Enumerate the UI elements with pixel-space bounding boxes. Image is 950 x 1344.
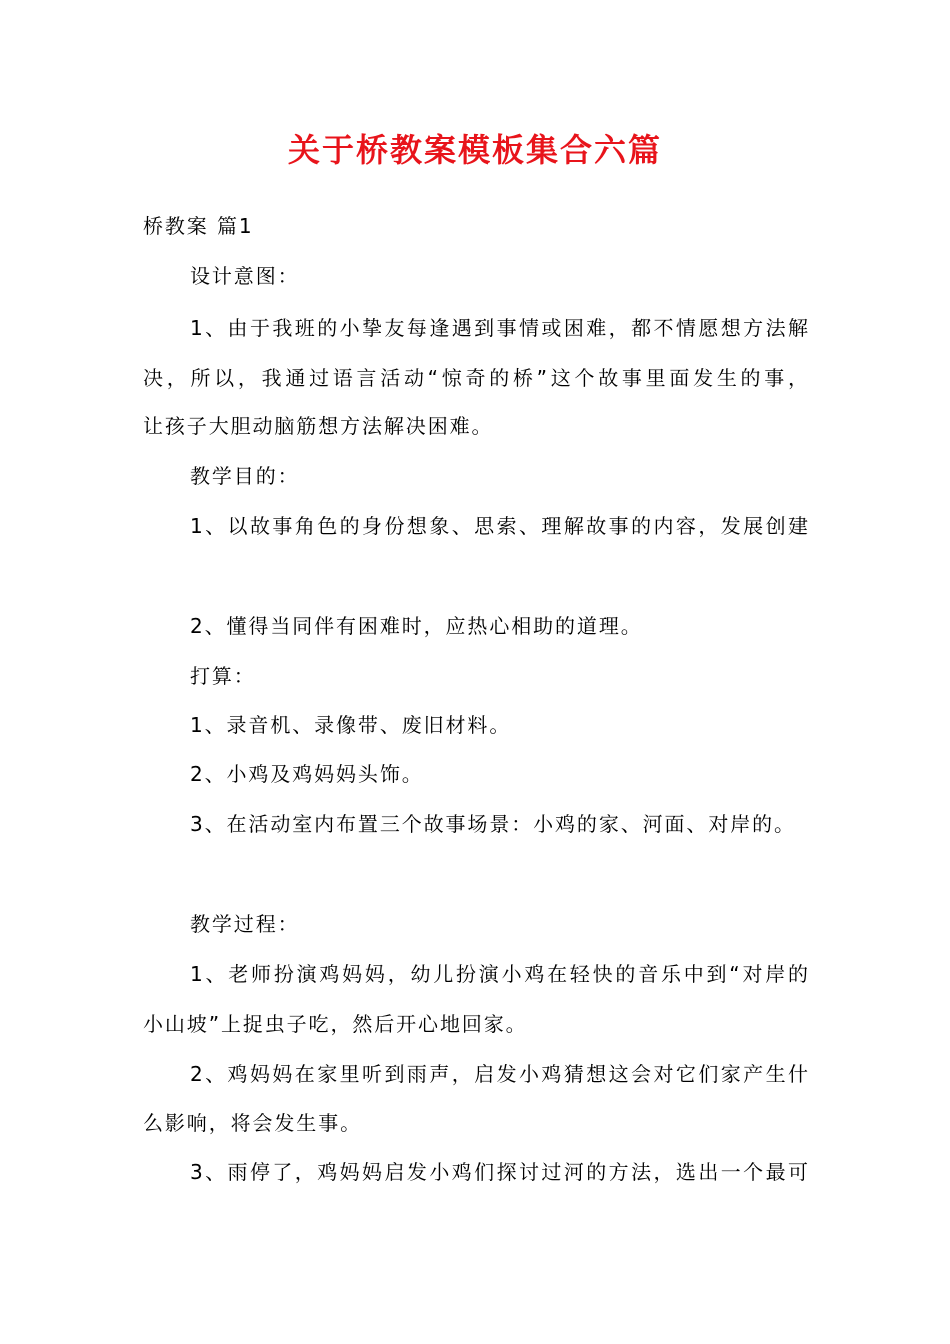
paragraph-line: 1、录音机、录像带、废旧材料。 (190, 713, 512, 737)
paragraph-line: 3、在活动室内布置三个故事场景：小鸡的家、河面、对岸的。 (190, 812, 796, 836)
paragraph-line: 1、以故事角色的身份想象、思索、理解故事的内容，发展创建 (190, 514, 808, 538)
paragraph-line: 2、小鸡及鸡妈妈头饰。 (190, 762, 424, 786)
paragraph-line: 设计意图： (190, 264, 300, 288)
paragraph-line: 让孩子大胆动脑筋想方法解决困难。 (143, 414, 494, 438)
document-title: 关于桥教案模板集合六篇 (287, 131, 662, 169)
paragraph-line: 2、懂得当同伴有困难时，应热心相助的道理。 (190, 614, 643, 638)
section-heading: 桥教案 篇1 (143, 214, 254, 238)
paragraph-line: 小山坡”上捉虫子吃，然后开心地回家。 (143, 1012, 528, 1036)
paragraph-line: 2、鸡妈妈在家里听到雨声，启发小鸡猜想这会对它们家产生什 (190, 1062, 808, 1086)
paragraph-line: 决，所以，我通过语言活动“惊奇的桥”这个故事里面发生的事， (143, 366, 808, 390)
paragraph-line: 3、雨停了，鸡妈妈启发小鸡们探讨过河的方法，选出一个最可 (190, 1160, 808, 1184)
paragraph-line: 1、老师扮演鸡妈妈，幼儿扮演小鸡在轻快的音乐中到“对岸的 (190, 962, 808, 986)
paragraph-line: 1、由于我班的小挚友每逢遇到事情或困难，都不情愿想方法解 (190, 316, 808, 340)
paragraph-line: 打算： (190, 664, 256, 688)
paragraph-line: 么影响，将会发生事。 (143, 1111, 362, 1135)
paragraph-line: 教学目的： (190, 464, 300, 488)
paragraph-line: 教学过程： (190, 912, 300, 936)
